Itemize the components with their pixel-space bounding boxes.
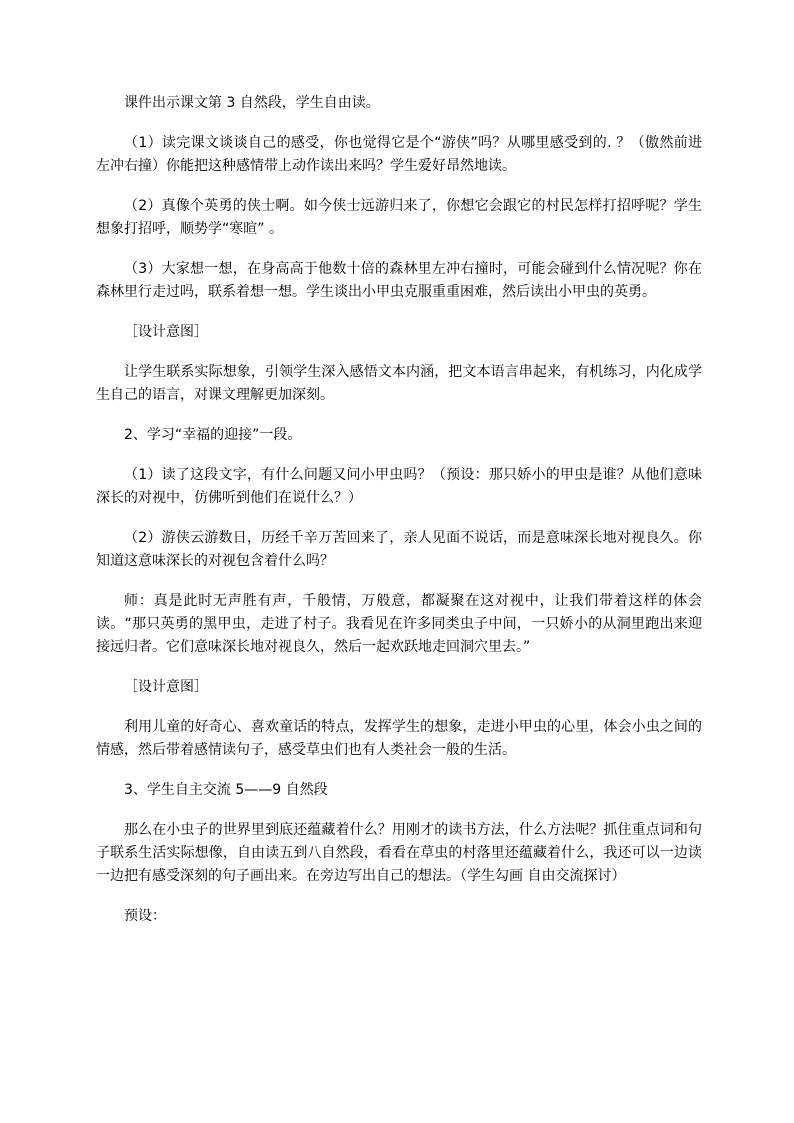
design-intent-heading: ［设计意图］ [124, 324, 208, 340]
paragraph-preset: 预设： [124, 908, 166, 924]
paragraph-intro: 课件出示课文第 3 自然段，学生自由读。 [124, 95, 380, 111]
document-page [96, 92, 702, 928]
section-heading-3: 3、学生自主交流 5——9 自然段 [124, 782, 328, 798]
design-intent-heading-2: ［设计意图］ [124, 679, 208, 695]
paragraph-question-3: （3）大家想一想，在身高高于他数十倍的森林里左冲右撞时，可能会碰到什么情况呢？你在森林里行走过吗，联系着想一想。学生谈出小甲虫克服重重困难，然后读出小甲虫的英勇。 [96, 261, 702, 300]
paragraph-exploration: 那么在小虫子的世界里到底还蕴藏着什么？用刚才的读书方法，什么方法呢？抓住重点词和句子联系生活实际想像，自由读五到八自然段，看看在草虫的村落里还蕴藏着什么，我还可以一边读一边把有感受深刻的句子画出来。在旁边写出自己的想法。（学生勾画 自由交流探讨） [96, 822, 702, 884]
paragraph-design-intent-2: 利用儿童的好奇心、喜欢童话的特点，发挥学生的想象，走进小甲虫的心里，体会小虫之间的情感，然后带着感情读句子，感受草虫们也有人类社会一般的生活。 [96, 719, 702, 758]
paragraph-question-4: （1）读了这段文字，有什么问题又问小甲虫吗？（预设：那只娇小的甲虫是谁？从他们意味深长的对视中，仿佛听到他们在说什么？） [96, 467, 702, 506]
paragraph-teacher: 师：真是此时无声胜有声，千般情，万般意，都凝聚在这对视中，让我们带着这样的体会读。“那只英勇的黑甲虫，走进了村子。我看见在许多同类虫子中间，一只娇小的从洞里跑出来迎接远归者。它们意味深长地对视良久，然后一起欢跃地走回洞穴里去。” [96, 593, 702, 655]
paragraph-question-1: （1）读完课文谈谈自己的感受，你也觉得它是个“游侠”吗？从哪里感受到的. ？（傲然前进 左冲右撞）你能把这种感情带上动作读出来吗？学生爱好昂然地读。 [96, 135, 702, 174]
paragraph-question-5: （2）游侠云游数日，历经千辛万苦回来了，亲人见面不说话，而是意味深长地对视良久。你知道这意味深长的对视包含着什么吗？ [96, 530, 702, 569]
paragraph-design-intent-1: 让学生联系实际想象，引领学生深入感悟文本内涵，把文本语言串起来，有机练习，内化成学生自己的语言，对课文理解更加深刻。 [96, 364, 702, 403]
section-heading-2: 2、学习“幸福的迎接”一段。 [124, 427, 302, 443]
paragraph-question-2: （2）真像个英勇的侠士啊。如今侠士远游归来了，你想它会跟它的村民怎样打招呼呢？学生想象打招呼，顺势学“寒暄” 。 [96, 198, 702, 237]
